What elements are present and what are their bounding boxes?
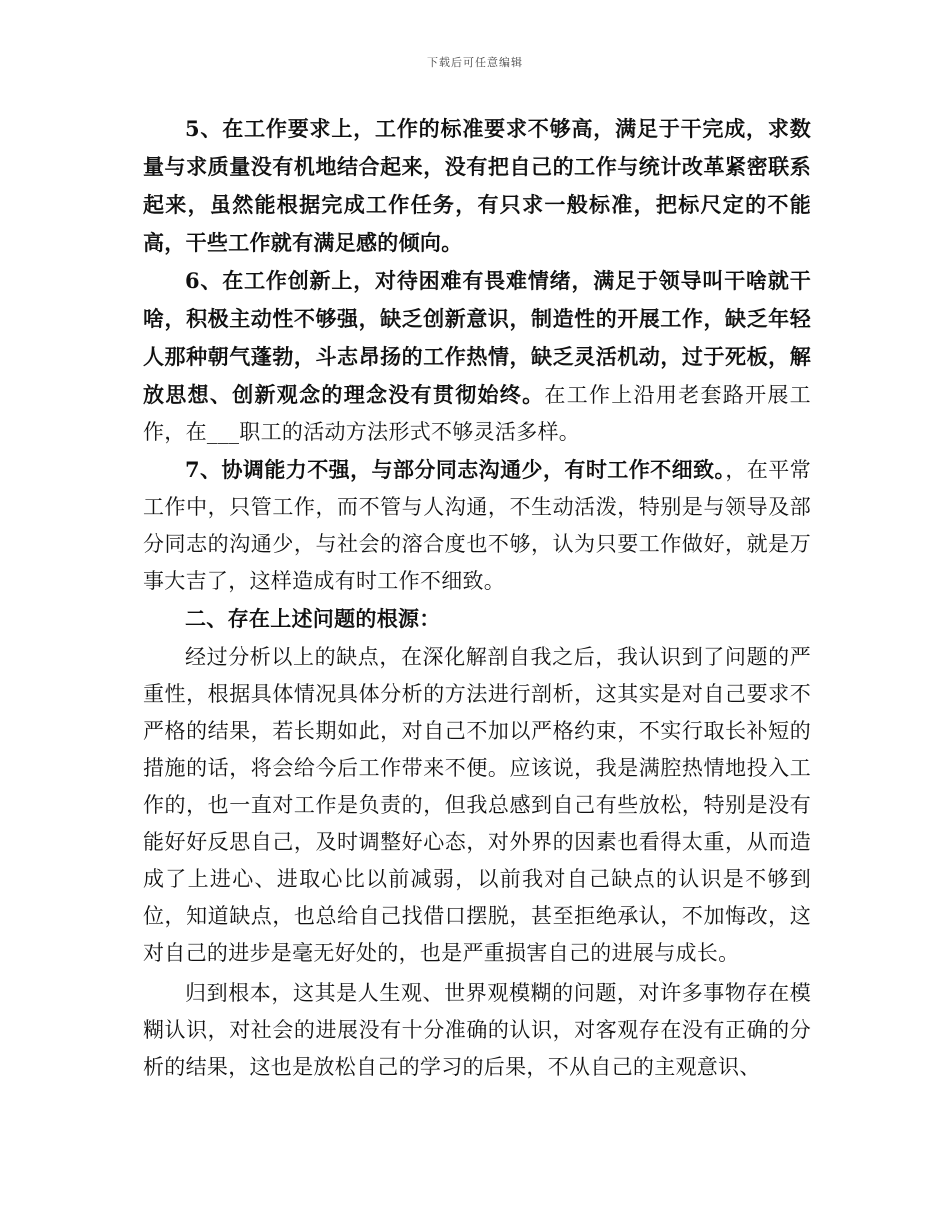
- paragraph-7-normal: ，在平常工作中，只管工作，而不管与人沟通，不生动活泼，特别是与领导及部分同志的沟通少，与社会的溶合度也不够，认为只要工作做好，就是万事大吉了，这样造成有时工作不细致。: [143, 458, 811, 593]
- paragraph-5-bold: 5、在工作要求上，工作的标准要求不够高，满足于干完成，求数量与求质量没有机地结合起来，没有把自己的工作与统计改革紧密联系起来，虽然能根据完成工作任务，有只求一般标准，把标尺定的不能高，干些工作就有满足感的倾向。: [143, 116, 811, 255]
- paragraph-7-bold: 7、协调能力不强，与部分同志沟通少，有时工作不细致。: [185, 457, 726, 482]
- paragraph-5: [143, 110, 811, 262]
- paragraph-6-bold: 6、在工作创新上，对待困难有畏难情绪，满足于领导叫干啥就干啥，积极主动性不够强，缺乏创新意识，制造性的开展工作，缺乏年轻人那种朝气蓬勃，斗志昂扬的工作热情，缺乏灵活机动，过于死板，解放思想、创新观念的理念没有贯彻始终。: [143, 268, 811, 407]
- paragraph-6: [143, 262, 811, 451]
- paragraph-root-cause-normal: 归到根本，这其是人生观、世界观模糊的问题，对许多事物存在模糊认识，对社会的进展没有十分准确的认识，对客观存在没有正确的分析的结果，这也是放松自己的学习的后果，不从自己的主观意识、: [143, 981, 811, 1079]
- paragraph-analysis-normal: 经过分析以上的缺点，在深化解剖自我之后，我认识到了问题的严重性，根据具体情况具体分析的方法进行剖析，这其实是对自己要求不严格的结果，若长期如此，对自己不加以严格约束，不实行取长补短的措施的话，将会给今后工作带来不便。应该说，我是满腔热情地投入工作的，也一直对工作是负责的，但我总感到自己有些放松，特别是没有能好好反思自己，及时调整好心态，对外界的因素也看得太重，从而造成了上进心、进取心比以前减弱，以前我对自己缺点的认识是不够到位，知道缺点，也总给自己找借口摆脱，甚至拒绝承认，不加悔改，这对自己的进步是毫无好处的，也是严重损害自己的进展与成长。: [143, 645, 811, 965]
- document-body: [143, 110, 811, 1086]
- paragraph-6-normal: 在工作上沿用老套路开展工作，在___职工的活动方法形式不够灵活多样。: [143, 383, 811, 444]
- paragraph-7: [143, 451, 811, 600]
- paragraph-analysis: [143, 638, 811, 972]
- paragraph-root-cause: [143, 974, 811, 1086]
- section-heading-2-text: 二、存在上述问题的根源：: [185, 606, 441, 631]
- section-heading-2: [143, 600, 811, 638]
- page-header: 下载后可任意编辑: [427, 56, 523, 69]
